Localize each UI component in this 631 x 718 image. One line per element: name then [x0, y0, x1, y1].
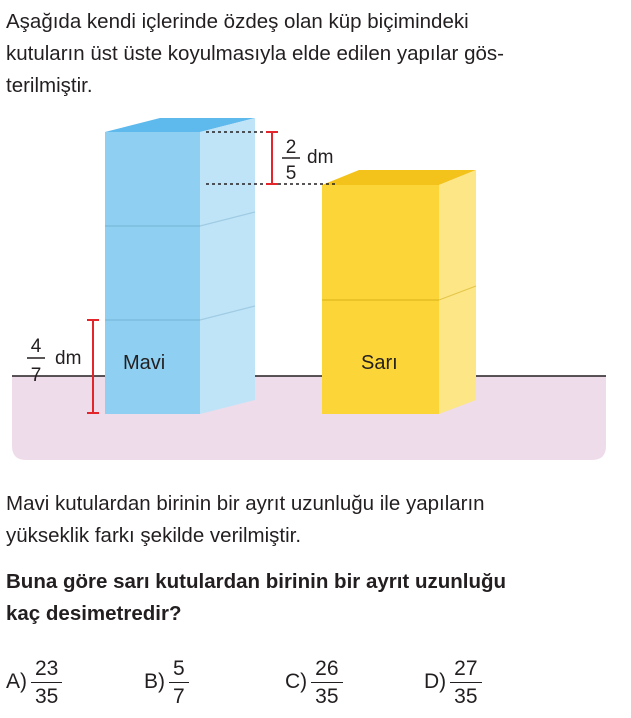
- option-a[interactable]: [6, 656, 62, 707]
- question-text: [6, 566, 620, 630]
- left-fraction-denominator: 7: [30, 365, 42, 386]
- top-fraction-denominator: 5: [285, 163, 297, 184]
- intro-line-2: kutuların üst üste koyulmasıyla elde edilen yapılar gös-: [6, 42, 504, 65]
- intro-line-1: Aşağıda kendi içlerinde özdeş olan küp biçimindeki: [6, 10, 469, 33]
- left-fraction-numerator: 4: [30, 336, 42, 357]
- option-numerator: 5: [169, 656, 189, 683]
- left-fraction-unit: dm: [55, 348, 82, 369]
- after-line-1: Mavi kutulardan birinin bir ayrıt uzunluğu ile yapıların: [6, 492, 485, 515]
- blue-tower-side-face: [200, 118, 255, 414]
- question-line-1: Buna göre sarı kutulardan birinin bir ayrıt uzunluğu: [6, 570, 507, 593]
- option-fraction: [450, 656, 481, 707]
- option-fraction: [311, 656, 342, 707]
- option-numerator: 27: [450, 656, 481, 683]
- option-denominator: 7: [173, 685, 185, 708]
- option-letter: C): [285, 669, 308, 693]
- answer-options: [0, 656, 631, 718]
- option-letter: D): [424, 669, 447, 693]
- option-letter: A): [6, 669, 27, 693]
- option-numerator: 26: [311, 656, 342, 683]
- option-denominator: 35: [315, 685, 339, 708]
- yellow-label: Sarı: [361, 352, 398, 374]
- option-d[interactable]: [424, 656, 482, 707]
- yellow-tower-side-face: [439, 170, 476, 414]
- option-denominator: 35: [35, 685, 59, 708]
- after-text: [6, 488, 620, 552]
- option-letter: B): [144, 669, 165, 693]
- cube-towers-figure: [0, 110, 631, 470]
- yellow-tower: [322, 170, 476, 414]
- top-fraction-numerator: 2: [285, 137, 297, 158]
- option-fraction: [31, 656, 62, 707]
- question-line-2: kaç desimetredir?: [6, 602, 182, 625]
- option-b[interactable]: [144, 656, 189, 707]
- ground-area: [12, 376, 606, 460]
- option-denominator: 35: [454, 685, 478, 708]
- blue-tower: [105, 118, 255, 414]
- blue-label: Mavi: [123, 352, 166, 374]
- option-c[interactable]: [285, 656, 343, 707]
- after-line-2: yükseklik farkı şekilde verilmiştir.: [6, 524, 302, 547]
- intro-text: [6, 6, 620, 102]
- option-fraction: [169, 656, 189, 707]
- intro-line-3: terilmiştir.: [6, 74, 93, 97]
- top-fraction-unit: dm: [307, 147, 334, 168]
- option-numerator: 23: [31, 656, 62, 683]
